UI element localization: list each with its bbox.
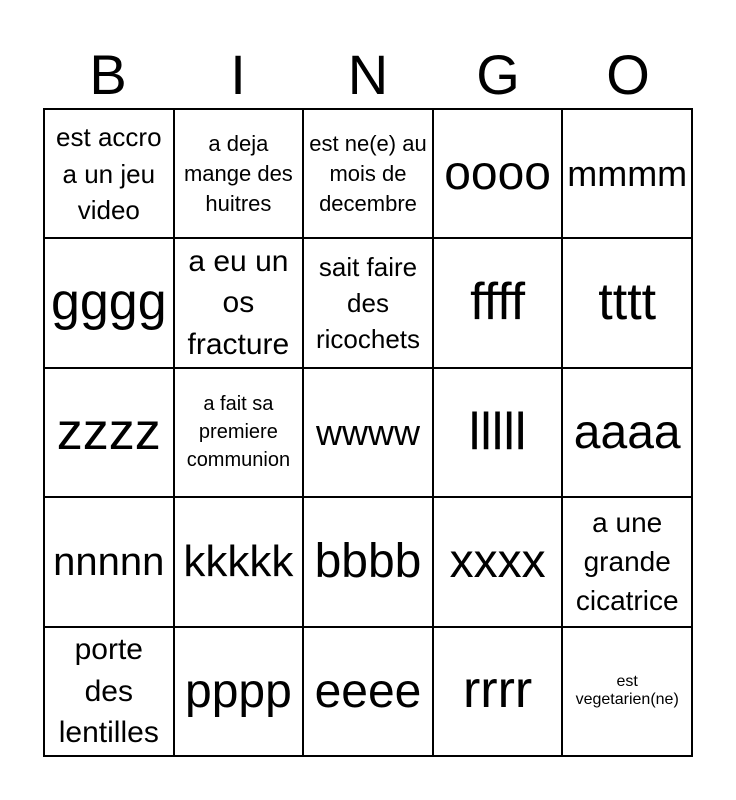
bingo-header — [43, 40, 693, 110]
bingo-cell[interactable]: aaaa — [562, 368, 692, 497]
bingo-cell[interactable]: a une grande cicatrice — [562, 497, 692, 626]
bingo-cell[interactable]: est accro a un jeu video — [44, 109, 174, 238]
bingo-cell[interactable]: porte des lentilles — [44, 627, 174, 756]
header-letter: N — [347, 43, 389, 106]
bingo-cell[interactable]: rrrr — [433, 627, 563, 756]
bingo-cell[interactable]: pppp — [174, 627, 304, 756]
header-letter: O — [606, 43, 650, 106]
bingo-cell[interactable]: sait faire des ricochets — [303, 238, 433, 367]
bingo-cell[interactable]: eeee — [303, 627, 433, 756]
bingo-cell[interactable]: est ne(e) au mois de decembre — [303, 109, 433, 238]
bingo-cell[interactable]: mmmm — [562, 109, 692, 238]
bingo-cell[interactable]: wwww — [303, 368, 433, 497]
bingo-cell[interactable]: tttt — [562, 238, 692, 367]
header-letter: G — [476, 43, 520, 106]
bingo-cell[interactable]: zzzz — [44, 368, 174, 497]
bingo-cell[interactable]: ffff — [433, 238, 563, 367]
bingo-grid — [43, 108, 693, 757]
bingo-cell[interactable]: a fait sa premiere communion — [174, 368, 304, 497]
header-letter: I — [230, 43, 246, 106]
bingo-cell[interactable]: est vegetarien(ne) — [562, 627, 692, 756]
bingo-cell[interactable]: a eu un os fracture — [174, 238, 304, 367]
bingo-cell[interactable]: xxxx — [433, 497, 563, 626]
bingo-cell[interactable]: bbbb — [303, 497, 433, 626]
header-letter: B — [89, 43, 127, 106]
bingo-cell[interactable]: lllll — [433, 368, 563, 497]
bingo-cell[interactable]: kkkkk — [174, 497, 304, 626]
bingo-cell[interactable]: a deja mange des huitres — [174, 109, 304, 238]
bingo-cell[interactable]: oooo — [433, 109, 563, 238]
bingo-cell[interactable]: gggg — [44, 238, 174, 367]
bingo-cell[interactable]: nnnnn — [44, 497, 174, 626]
